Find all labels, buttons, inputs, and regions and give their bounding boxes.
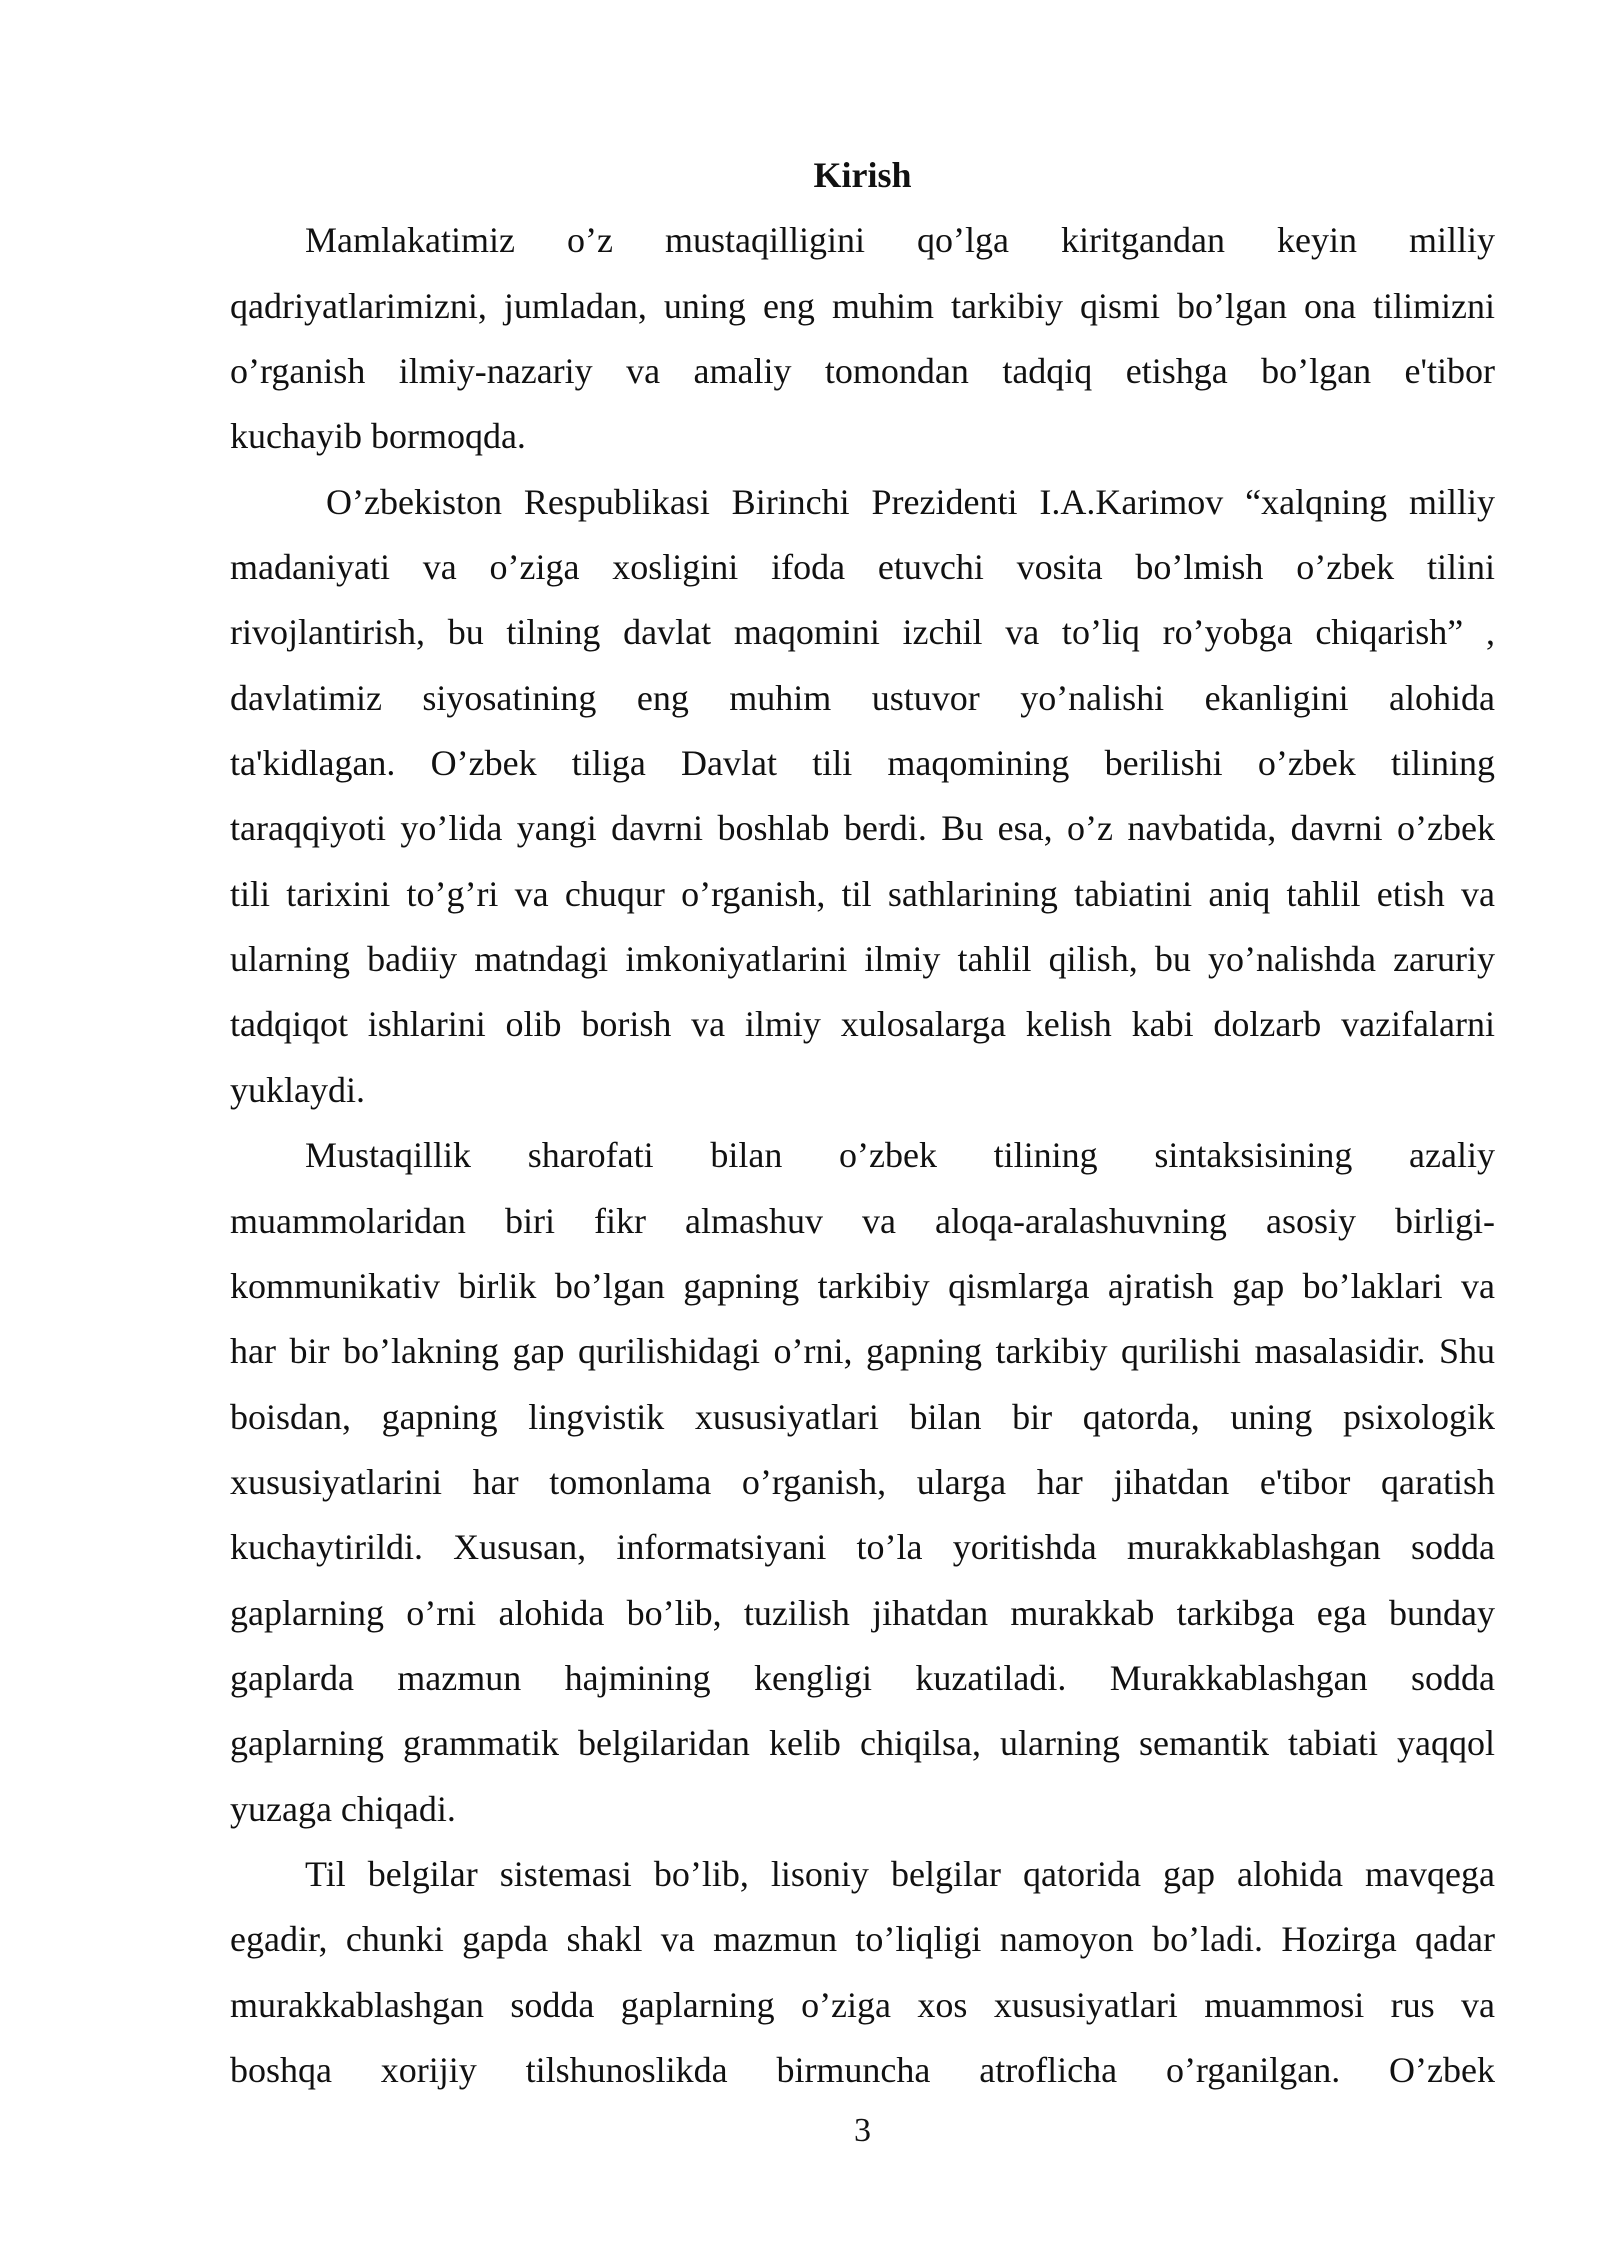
paragraph-line: o’rganish ilmiy-nazariy va amaliy tomondan tadqiq etishga bo’lgan e'tibor	[230, 351, 1495, 392]
paragraph-line: egadir, chunki gapda shakl va mazmun to’liqligi namoyon bo’ladi. Hozirga qadar	[230, 1919, 1495, 1960]
paragraph-line: ta'kidlagan. O’zbek tiliga Davlat tili maqomining berilishi o’zbek tilining	[230, 743, 1495, 784]
paragraph-line: kuchaytirildi. Xususan, informatsiyani to’la yoritishda murakkablashgan sodda	[230, 1527, 1495, 1568]
paragraph-line: kuchayib bormoqda.	[230, 416, 526, 457]
paragraph-line: davlatimiz siyosatining eng muhim ustuvor yo’nalishi ekanligini alohida	[230, 677, 1495, 718]
paragraph-line: murakkablashgan sodda gaplarning o’ziga xos xususiyatlari muammosi rus va	[230, 1984, 1495, 2025]
paragraph	[230, 1842, 1495, 2103]
paragraph-line: Til belgilar sistemasi bo’lib, lisoniy belgilar qatorida gap alohida mavqega	[305, 1853, 1495, 1894]
paragraph-line: Mamlakatimiz o’z mustaqilligini qo’lga kiritgandan keyin milliy	[305, 220, 1495, 261]
paragraph-line: qadriyatlarimizni, jumladan, uning eng muhim tarkibiy qismi bo’lgan ona tilimizni	[230, 285, 1495, 326]
paragraph-line: gaplarning o’rni alohida bo’lib, tuzilish jihatdan murakkab tarkibga ega bunday	[230, 1592, 1495, 1633]
paragraph-line: kommunikativ birlik bo’lgan gapning tarkibiy qismlarga ajratish gap bo’laklari va	[230, 1265, 1495, 1306]
paragraph	[230, 470, 1495, 1123]
section-heading: Kirish	[813, 155, 912, 195]
page-number: 3	[854, 2112, 871, 2149]
paragraph-line: Mustaqillik sharofati bilan o’zbek tilining sintaksisining azaliy	[305, 1135, 1495, 1176]
paragraph-line: boshqa xorijiy tilshunoslikda birmuncha atroflicha o’rganilgan. O’zbek	[230, 2049, 1495, 2090]
paragraph-line: rivojlantirish, bu tilning davlat maqomini izchil va to’liq ro’yobga chiqarish” ,	[230, 612, 1495, 653]
paragraph-line: har bir bo’lakning gap qurilishidagi o’rni, gapning tarkibiy qurilishi masalasidir. Shu	[230, 1331, 1495, 1372]
paragraph-line: gaplarning grammatik belgilaridan kelib chiqilsa, ularning semantik tabiati yaqqol	[230, 1723, 1495, 1764]
paragraph-line: yuklaydi.	[230, 1069, 365, 1110]
paragraph-line: ularning badiiy matndagi imkoniyatlarini ilmiy tahlil qilish, bu yo’nalishda zaruriy	[230, 939, 1495, 980]
paragraph-line: xususiyatlarini har tomonlama o’rganish, ularga har jihatdan e'tibor qaratish	[230, 1461, 1495, 1502]
paragraph-line: gaplarda mazmun hajmining kengligi kuzatiladi. Murakkablashgan sodda	[230, 1657, 1495, 1698]
paragraph-line: O’zbekiston Respublikasi Birinchi Prezidenti I.A.Karimov “xalqning milliy	[326, 481, 1495, 522]
paragraph	[230, 1123, 1495, 1842]
paragraph-line: taraqqiyoti yo’lida yangi davrni boshlab berdi. Bu esa, o’z navbatida, davrni o’zbek	[230, 808, 1495, 849]
document-page	[230, 143, 1495, 2103]
paragraph-line: yuzaga chiqadi.	[230, 1788, 456, 1829]
paragraph-line: tili tarixini to’g’ri va chuqur o’rganish, til sathlarining tabiatini aniq tahlil etish va	[230, 873, 1495, 914]
paragraph-line: madaniyati va o’ziga xosligini ifoda etuvchi vosita bo’lmish o’zbek tilini	[230, 547, 1495, 588]
paragraph-line: boisdan, gapning lingvistik xususiyatlari bilan bir qatorda, uning psixologik	[230, 1396, 1495, 1437]
paragraph	[230, 208, 1495, 469]
paragraph-line: tadqiqot ishlarini olib borish va ilmiy xulosalarga kelish kabi dolzarb vazifalarni	[230, 1004, 1495, 1045]
paragraph-line: muammolaridan biri fikr almashuv va aloqa-aralashuvning asosiy birligi-	[230, 1200, 1495, 1241]
